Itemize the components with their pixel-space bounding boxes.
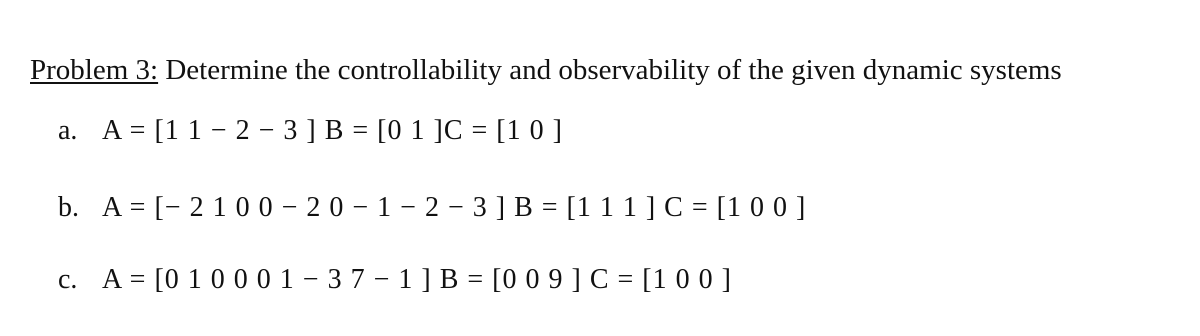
system-a-equation: A = [1 1 − 2 − 3 ] B = [0 1 ]C = [1 0 ] <box>102 115 563 146</box>
system-c-equation: A = [0 1 0 0 0 1 − 3 7 − 1 ] B = [0 0 9 ] C = [1 0 0 ] <box>102 264 732 295</box>
item-marker: c. <box>58 264 78 295</box>
system-b-equation: A = [− 2 1 0 0 − 2 0 − 1 − 2 − 3 ] B = [1 1 1 ] C = [1 0 0 ] <box>102 192 807 223</box>
system-c <box>58 262 732 298</box>
system-b <box>58 190 806 226</box>
item-marker: a. <box>58 115 78 146</box>
problem-statement: Determine the controllability and observability of the given dynamic systems <box>158 54 1062 86</box>
item-marker: b. <box>58 192 79 223</box>
problem-label: Problem 3: <box>30 54 159 86</box>
problem-heading <box>30 52 1062 88</box>
system-a <box>58 113 563 149</box>
